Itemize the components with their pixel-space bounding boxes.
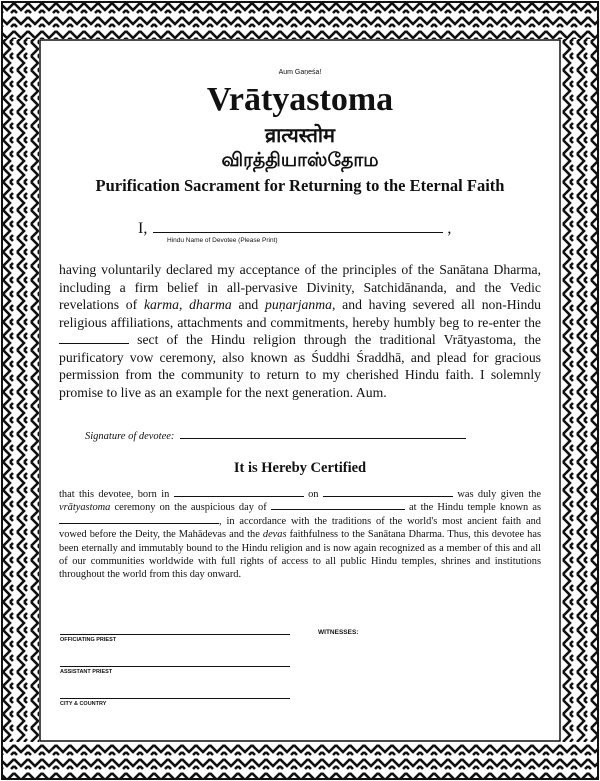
- officiating-priest-label: OFFICIATING PRIEST: [60, 637, 117, 643]
- birthplace-field[interactable]: [174, 488, 304, 497]
- signature-field[interactable]: [180, 429, 466, 439]
- officiating-priest-line[interactable]: [60, 634, 290, 635]
- declaration-text-3: sect of the Hindu religion through the traditional Vrātyastoma, the purificatory vow ceremony, also known as Śuddhi Śraddhā, and plead for gracious permission from the community to return to my cherished Hindu faith. I solemnly promise to live as an example for the next generation. Aum.: [59, 332, 541, 400]
- name-hint: Hindu Name of Devotee (Please Print): [167, 237, 278, 244]
- term-vratyastoma: vrātyastoma: [59, 502, 111, 514]
- certification-paragraph: [59, 488, 541, 582]
- devotee-name-field[interactable]: [153, 220, 443, 233]
- cert-text-1: that this devotee, born in: [59, 489, 174, 500]
- assistant-priest-label: ASSISTANT PRIEST: [60, 669, 113, 675]
- subtitle: Purification Sacrament for Returning to the Eternal Faith: [95, 176, 505, 195]
- declaration-text-1: having voluntarily declared my acceptance of the principles of the Sanātana Dharma, including a firm belief in all-pervasive Divinity, Satchidānanda, and the Vedic revelations of: [59, 262, 541, 312]
- certificate-body: [41, 41, 559, 740]
- temple-name-field[interactable]: [59, 515, 219, 524]
- ceremony-day-field[interactable]: [271, 501, 405, 510]
- city-country-label: CITY & COUNTRY: [60, 701, 107, 707]
- cert-text-3: was duly given the: [452, 489, 541, 500]
- page-title: Vrātyastoma: [206, 81, 394, 118]
- signature-label: Signature of devotee:: [85, 431, 175, 442]
- term-karma: karma: [143, 297, 179, 312]
- pronoun: I,: [138, 220, 148, 237]
- declaration-paragraph: [59, 261, 541, 401]
- city-country-line[interactable]: [60, 698, 290, 699]
- witnesses-label: WITNESSES:: [318, 629, 359, 636]
- term-devas: devas: [262, 529, 287, 541]
- birthdate-field[interactable]: [323, 488, 453, 497]
- cert-text-6: , in accordance with the traditions of the world's most ancient faith and vowed before the Deity, the Mahādevas and the: [59, 515, 541, 541]
- cert-text-4: ceremony on the auspicious day of: [110, 502, 271, 514]
- cert-text-7: faithfulness to the Sanātana Dharma. Thus, this devotee has been eternally and immutably bound to the Hindu religion and is now again recognized as a member of this and all of our communities worldwide with full rights of access to all public Hindu temples, shrines and institutions throughout the world from this day onward.: [59, 529, 541, 581]
- declaration-text-2: , and having severed all non-Hindu religious affiliations, attachments and commitments, hereby humbly beg to re-enter the: [59, 297, 542, 330]
- cert-text-5: at the Hindu temple known as: [404, 502, 541, 514]
- comma: ,: [447, 220, 452, 237]
- title-devanagari: व्रात्यस्तोम: [264, 123, 336, 147]
- signature-line: [85, 429, 466, 442]
- assistant-priest-line[interactable]: [60, 666, 290, 667]
- term-dharma: dharma: [189, 297, 232, 312]
- separator-2: and: [231, 297, 266, 312]
- cert-text-2: on: [303, 489, 323, 500]
- sect-field[interactable]: [59, 333, 129, 344]
- invocation: Aum Gaṇeśa!: [278, 69, 322, 76]
- devotee-name-line: [138, 220, 451, 237]
- title-tamil: விரத்தியாஸ்தோம: [221, 149, 379, 171]
- term-punarjanma: puṇarjanma: [265, 297, 332, 312]
- separator-1: ,: [178, 297, 190, 312]
- certification-heading: It is Hereby Certified: [233, 460, 367, 476]
